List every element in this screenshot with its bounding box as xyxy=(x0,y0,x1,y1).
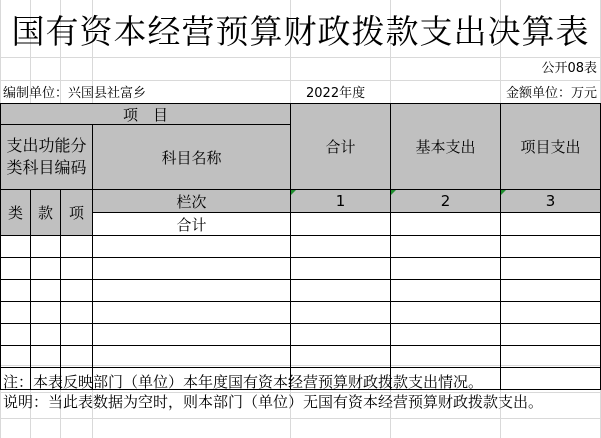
table-cell[interactable] xyxy=(390,301,501,324)
table-cell[interactable] xyxy=(30,235,61,258)
table-cell[interactable] xyxy=(500,235,601,258)
table-cell[interactable] xyxy=(92,257,291,280)
table-cell[interactable] xyxy=(0,257,31,280)
page-title: 国有资本经营预算财政拨款支出决算表 xyxy=(11,12,590,51)
table-cell[interactable] xyxy=(30,345,61,368)
reporting-unit: 编制单位：兴国县社富乡 xyxy=(3,86,147,101)
header-function-code: 支出功能分类科目编码 xyxy=(0,124,93,190)
table-cell[interactable] xyxy=(92,279,291,302)
table-cell[interactable] xyxy=(30,279,61,302)
header-total: 合计 xyxy=(290,103,391,190)
table-cell[interactable] xyxy=(60,279,93,302)
table-cell[interactable] xyxy=(30,257,61,280)
col-number-1: 1 xyxy=(290,189,391,213)
report-year: 2022年度 xyxy=(306,86,366,101)
table-cell[interactable] xyxy=(290,301,391,324)
table-cell[interactable] xyxy=(60,323,93,346)
table-cell[interactable] xyxy=(290,235,391,258)
col-number-2: 2 xyxy=(390,189,501,213)
header-xiang: 项 xyxy=(60,189,93,236)
table-cell[interactable] xyxy=(92,301,291,324)
table-explanation: 说明：当此表数据为空时，则本部门（单位）无国有资本经营预算财政拨款支出。 xyxy=(3,393,544,411)
table-cell[interactable] xyxy=(500,257,601,280)
table-cell[interactable] xyxy=(500,301,601,324)
table-cell[interactable] xyxy=(500,323,601,346)
table-cell[interactable] xyxy=(390,323,501,346)
cell-marker xyxy=(291,190,296,195)
table-cell[interactable] xyxy=(30,301,61,324)
table-cell[interactable] xyxy=(0,323,31,346)
table-cell[interactable] xyxy=(60,257,93,280)
total-row-value-cell[interactable] xyxy=(390,212,501,236)
row-total-label: 合计 xyxy=(92,212,291,236)
table-cell[interactable] xyxy=(390,235,501,258)
table-cell[interactable] xyxy=(390,279,501,302)
table-cell[interactable] xyxy=(60,301,93,324)
table-cell[interactable] xyxy=(0,235,31,258)
header-item: 项 目 xyxy=(0,103,291,125)
header-basic-expenditure: 基本支出 xyxy=(390,103,501,190)
table-cell[interactable] xyxy=(30,323,61,346)
total-row-value-cell[interactable] xyxy=(500,212,601,236)
table-cell[interactable] xyxy=(92,323,291,346)
cell-marker xyxy=(501,190,506,195)
header-project-expenditure: 项目支出 xyxy=(500,103,601,190)
amount-unit: 金额单位：万元 xyxy=(505,86,597,101)
form-number: 公开08表 xyxy=(541,61,597,76)
row-lanci-label: 栏次 xyxy=(92,189,291,213)
table-cell[interactable] xyxy=(500,279,601,302)
table-note: 注：本表反映部门（单位）本年度国有资本经营预算财政拨款支出情况。 xyxy=(3,373,484,391)
table-cell[interactable] xyxy=(390,257,501,280)
table-cell[interactable] xyxy=(60,345,93,368)
table-cell[interactable] xyxy=(0,301,31,324)
table-cell[interactable] xyxy=(290,323,391,346)
table-cell[interactable] xyxy=(60,235,93,258)
cell-marker xyxy=(391,190,396,195)
table-cell[interactable] xyxy=(92,345,291,368)
header-kuan: 款 xyxy=(30,189,61,236)
total-row-value-cell[interactable] xyxy=(290,212,391,236)
table-cell[interactable] xyxy=(500,345,601,368)
table-cell[interactable] xyxy=(500,367,601,390)
table-cell[interactable] xyxy=(290,345,391,368)
col-number-3: 3 xyxy=(500,189,601,213)
header-lei: 类 xyxy=(0,189,31,236)
table-cell[interactable] xyxy=(390,345,501,368)
table-cell[interactable] xyxy=(92,235,291,258)
table-cell[interactable] xyxy=(290,279,391,302)
header-subject-name: 科目名称 xyxy=(92,124,291,190)
table-cell[interactable] xyxy=(0,279,31,302)
table-cell[interactable] xyxy=(0,345,31,368)
table-cell[interactable] xyxy=(290,257,391,280)
